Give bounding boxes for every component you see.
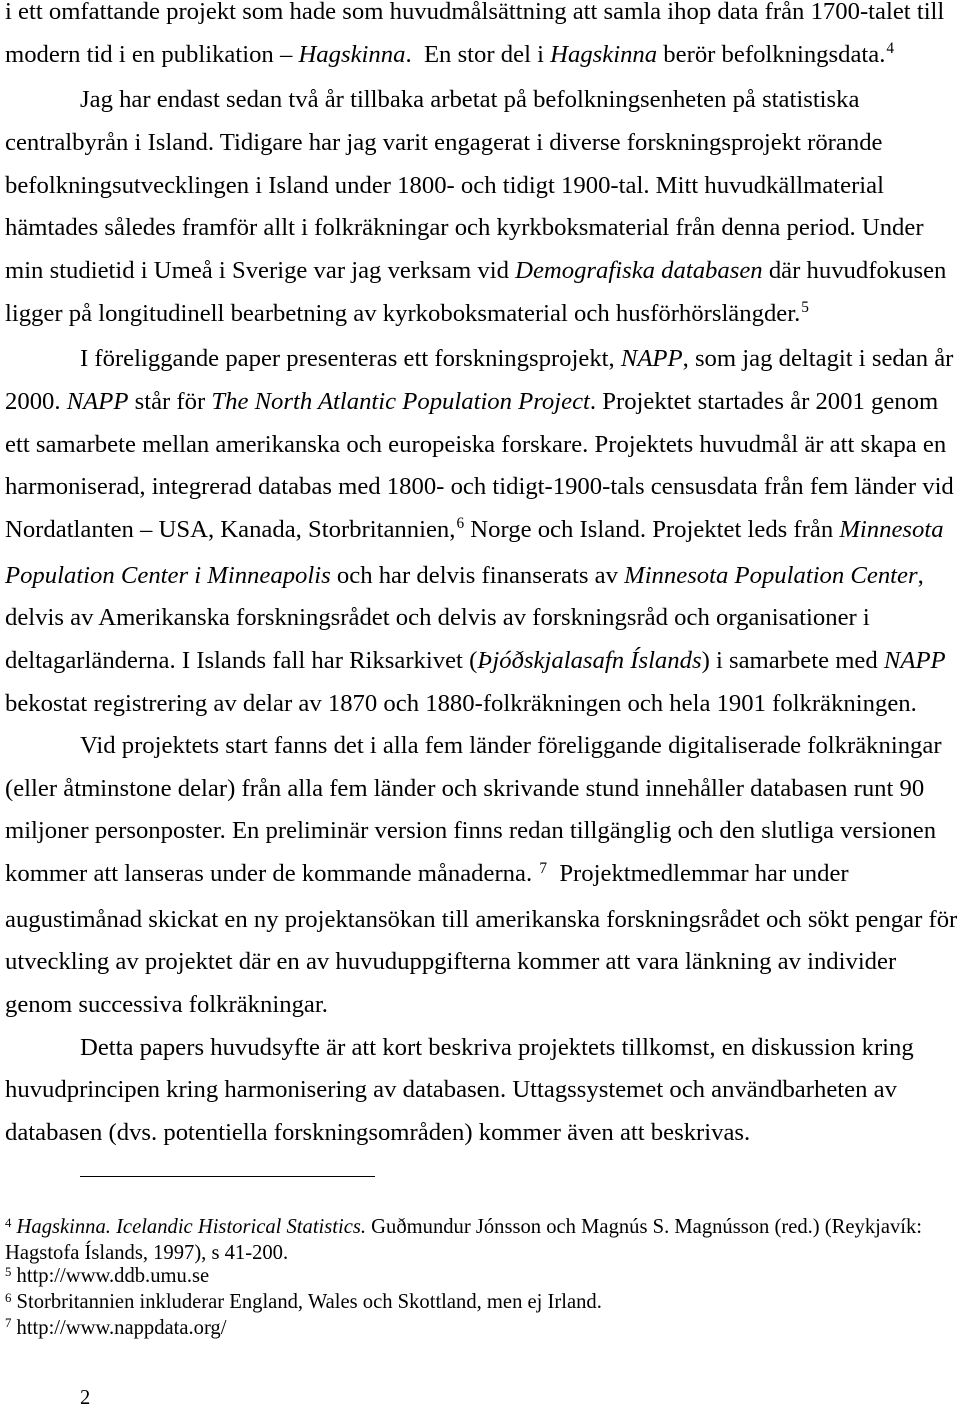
emphasized-text: Minnesota Population Center [624,561,918,589]
paragraph [5,338,960,725]
footnote [5,1216,955,1265]
emphasized-text: Population Center i Minneapolis [5,561,331,589]
text-run: Norge och Island. Projektet leds från [464,515,840,543]
footnote-reference: 6 [456,515,465,533]
footnote [5,1265,955,1291]
text-run: ligger på longitudinell bearbetning av kyrkoboksmaterial och husförhörslängder. [5,299,801,327]
text-run: ) i samarbete med [701,646,884,674]
footnotes [5,1216,955,1343]
paragraph [5,725,960,1027]
footnote-reference: 5 [5,1265,12,1280]
footnote-reference: 4 [886,40,895,58]
text-run: databasen (dvs. potentiella forskningsområden) kommer även att beskrivas. [5,1119,751,1147]
text-run: I föreliggande paper presenteras ett forskningsprojekt, [80,345,621,373]
text-run: genom successiva folkräkningar. [5,991,328,1019]
footnote-reference: 4 [5,1215,12,1230]
text-run: deltagarländerna. I Islands fall har Riksarkivet ( [5,646,478,674]
text-line [5,424,960,467]
text-line [5,293,960,339]
text-line [5,79,960,122]
text-run: bekostat registrering av delar av 1870 och 1880-folkräkningen och hela 1901 folkräkningen. [5,689,917,717]
text-line [5,1027,960,1070]
text-run: delvis av Amerikanska forskningsrådet och delvis av forskningsråd och organisationer i [5,604,870,632]
text-line [5,640,960,683]
emphasized-text: Demografiska databasen [515,256,763,284]
text-line [5,853,960,899]
footnote-separator [80,1176,375,1177]
text-run: Storbritannien inkluderar England, Wales och Skottland, men ej Irland. [11,1291,602,1314]
text-line [5,1265,955,1291]
text-line [5,165,960,208]
text-line [5,1291,955,1317]
emphasized-text: Þjóðskjalasafn Íslands [477,646,702,674]
text-run: http://www.ddb.umu.se [11,1265,210,1288]
text-run: Hagstofa Íslands, 1997), s 41-200. [5,1241,289,1264]
text-line [5,555,960,598]
text-run: kommer att lanseras under de kommande månaderna. [5,860,539,888]
text-run: och har delvis finanserats av [330,561,625,589]
text-run: berör befolkningsdata. [657,40,886,68]
text-line [5,207,960,250]
text-run: står för [128,387,212,415]
text-run: Nordatlanten – USA, Kanada, Storbritannien, [5,515,456,543]
text-run: ett samarbete mellan amerikanska och europeiska forskare. Projektets huvudmål är att skapa en [5,430,947,458]
text-line [5,984,960,1027]
text-run: min studietid i Umeå i Sverige var jag verksam vid [5,256,516,284]
text-run: augustimånad skickat en ny projektansökan till amerikanska forskningsrådet och sökt pengar för [5,905,958,933]
emphasized-text: The North Atlantic Population Project [211,387,590,415]
text-run: miljoner personposter. En preliminär version finns redan tillgänglig och den slutliga versionen [5,817,937,845]
text-line [5,1216,955,1242]
emphasized-text: Minnesota [839,515,944,543]
text-run: befolkningsutvecklingen i Island under 1800- och tidigt 1900-tal. Mitt huvudkällmaterial [5,171,884,199]
text-run: hämtades således framför allt i folkräkningar och kyrkboksmaterial från denna period. Under [5,214,924,242]
text-line [5,1112,960,1155]
text-line [5,810,960,853]
footnote [5,1317,955,1343]
text-line [5,0,960,34]
text-line [5,381,960,424]
paragraph [5,79,960,338]
text-line [5,338,960,381]
text-line [5,250,960,293]
emphasized-text: Hagskinna [550,40,658,68]
text-line [5,725,960,768]
paragraph [5,1027,960,1155]
text-line [5,34,960,80]
text-line [5,768,960,811]
footnote [5,1291,955,1317]
footnote-reference: 6 [5,1290,12,1305]
text-run: Detta papers huvudsyfte är att kort beskriva projektets tillkomst, en diskussion kring [80,1033,914,1061]
text-line [5,1242,955,1266]
text-run: 2000. [5,387,67,415]
text-run: Guðmundur Jónsson och Magnús S. Magnússon (red.) (Reykjavík: [366,1216,923,1238]
text-line [5,683,960,726]
text-run: . En stor del i [405,40,551,68]
text-line [5,509,960,555]
footnote-reference: 7 [5,1316,12,1331]
footnote-reference: 5 [801,299,809,317]
text-run: , [917,561,924,589]
text-run: centralbyrån i Island. Tidigare har jag varit engagerat i diverse forskningsprojekt rörande [5,128,883,156]
footnote-reference: 7 [539,859,547,877]
text-run: där huvudfokusen [762,256,947,284]
text-run: i ett omfattande projekt som hade som huvudmålsättning att samla ihop data från 1700-talet till [5,0,945,25]
text-line [5,899,960,942]
text-run: . Projektet startades år 2001 genom [589,387,939,415]
text-run: Projektmedlemmar har under [546,860,849,888]
body-text [5,0,960,1155]
text-run: huvudprincipen kring harmonisering av databasen. Uttagssystemet och användbarheten av [5,1076,897,1104]
text-line [5,1317,955,1343]
paragraph [5,0,960,79]
text-line [5,122,960,165]
text-run: http://www.nappdata.org/ [11,1316,227,1339]
text-run: modern tid i en publikation – [5,40,299,68]
text-run: harmoniserad, integrerad databas med 1800- och tidigt-1900-tals censusdata från fem länder vid [5,473,954,501]
text-line [5,941,960,984]
text-run: Jag har endast sedan två år tillbaka arbetat på befolkningsenheten på statistiska [80,86,860,114]
emphasized-text: Hagskinna. Icelandic Historical Statistics. [11,1216,367,1238]
emphasized-text: NAPP [66,387,129,415]
emphasized-text: Hagskinna [298,40,406,68]
emphasized-text: NAPP [620,345,683,373]
emphasized-text: NAPP [883,646,946,674]
text-run: , som jag deltagit i sedan år [682,345,954,373]
page-number: 2 [80,1387,91,1408]
text-run: utveckling av projektet där en av huvuduppgifterna kommer att vara länkning av individer [5,948,897,976]
text-line [5,1069,960,1112]
text-run: Vid projektets start fanns det i alla fem länder föreliggande digitaliserade folkräkningar [80,732,942,760]
text-line [5,597,960,640]
text-line [5,466,960,509]
text-run: (eller åtminstone delar) från alla fem länder och skrivande stund innehåller databasen runt 90 [5,774,925,802]
